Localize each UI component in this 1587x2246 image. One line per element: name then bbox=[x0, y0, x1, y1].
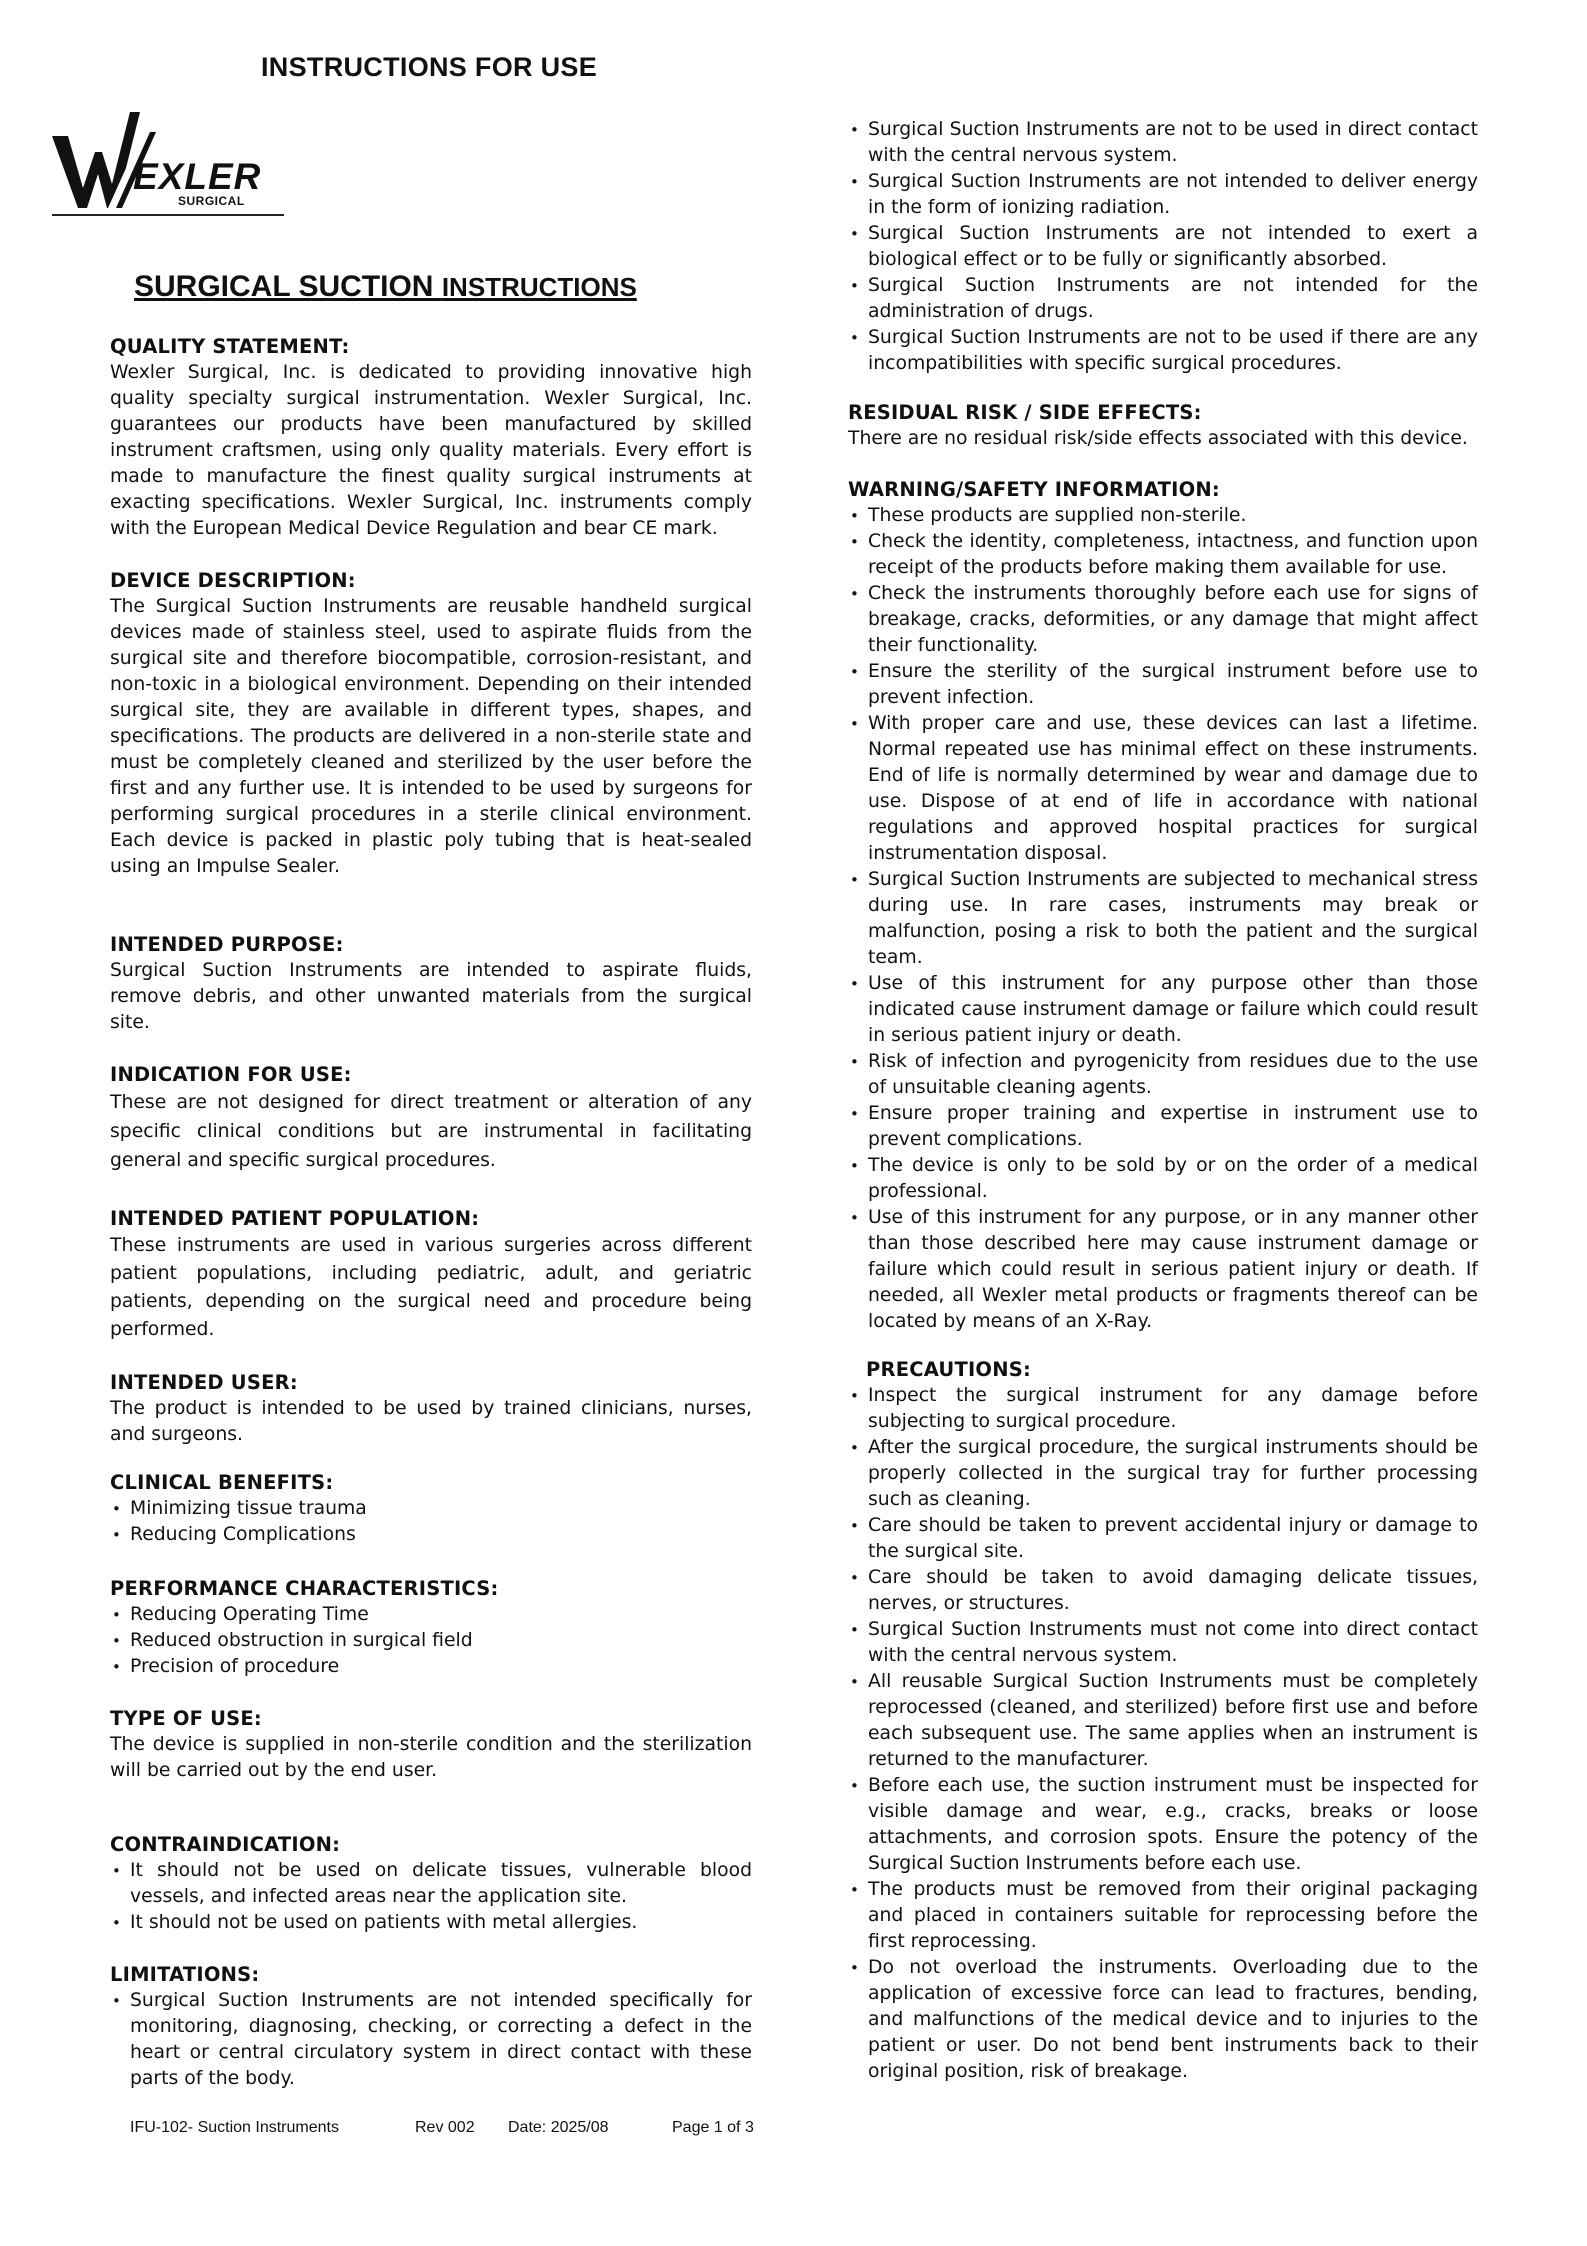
limitations-section bbox=[110, 1962, 752, 2092]
limitations-continued-section bbox=[848, 117, 1478, 377]
section-body: The product is intended to be used by trained clinicians, nurses, and surgeons. bbox=[110, 1398, 752, 1445]
list-item: • Surgical Suction Instruments are not to be used if there are any incompatibilities with specific surgical procedures. bbox=[848, 325, 1478, 377]
footer-doc-id: IFU-102- Suction Instruments bbox=[130, 2119, 339, 2136]
list-item: • With proper care and use, these devices can last a lifetime. Normal repeated use has minimal effect on these instruments. End of life is normally determined by wear and damage due to use. Dispose of at end of life in accordance with national regulations and approved hospital practices for surgical instrumentation disposal. bbox=[848, 711, 1478, 867]
list-item: • Surgical Suction Instruments are not to be used in direct contact with the central nervous system. bbox=[848, 117, 1478, 169]
list-item: • Use of this instrument for any purpose other than those indicated cause instrument damage or failure which could result in serious patient injury or death. bbox=[848, 971, 1478, 1049]
list-item: • These products are supplied non-sterile. bbox=[848, 503, 1478, 529]
page-title bbox=[134, 270, 637, 304]
list-item: • Risk of infection and pyrogenicity from residues due to the use of unsuitable cleaning agents. bbox=[848, 1049, 1478, 1101]
list-item: • Use of this instrument for any purpose, or in any manner other than those described here may cause instrument damage or failure which could result in serious patient injury or death. If needed, all Wexler metal products or fragments thereof can be located by means of an X-Ray. bbox=[848, 1205, 1478, 1335]
section-title: INDICATION FOR USE: bbox=[110, 1063, 352, 1086]
list-item: • Reducing Complications bbox=[110, 1522, 752, 1548]
section-title: INTENDED PURPOSE: bbox=[110, 933, 344, 956]
list-item: • Surgical Suction Instruments are subjected to mechanical stress during use. In rare cases, instruments may break or malfunction, posing a risk to both the patient and the surgical team. bbox=[848, 867, 1478, 971]
section-title: PRECAUTIONS: bbox=[866, 1358, 1031, 1381]
section-title: TYPE OF USE: bbox=[110, 1707, 262, 1730]
list-item: • It should not be used on delicate tissues, vulnerable blood vessels, and infected areas near the application site. bbox=[110, 1858, 752, 1910]
list-item: • Care should be taken to prevent accidental injury or damage to the surgical site. bbox=[848, 1513, 1478, 1565]
list-item: • Precision of procedure bbox=[110, 1654, 752, 1680]
title-main: SURGICAL SUCTION bbox=[134, 270, 434, 303]
section-title: CLINICAL BENEFITS: bbox=[110, 1471, 334, 1494]
list-item: • Ensure proper training and expertise in instrument use to prevent complications. bbox=[848, 1101, 1478, 1153]
list-item: • Inspect the surgical instrument for any damage before subjecting to surgical procedure. bbox=[848, 1383, 1478, 1435]
section-body: Wexler Surgical, Inc. is dedicated to providing innovative high quality specialty surgical instrumentation. Wexler Surgical, Inc. guarantees our products have been manufactured by skilled instrument craftsmen, using only quality materials. Every effort is made to manufacture the finest quality surgical instruments at exacting specifications. Wexler Surgical, Inc. instruments comply with the European Medical Device Regulation and bear CE mark. bbox=[110, 362, 752, 539]
quality-statement-section bbox=[110, 334, 752, 542]
list-item: • After the surgical procedure, the surgical instruments should be properly collected in the surgical tray for further processing such as cleaning. bbox=[848, 1435, 1478, 1513]
list-item: • The device is only to be sold by or on the order of a medical professional. bbox=[848, 1153, 1478, 1205]
indication-for-use-section bbox=[110, 1062, 752, 1175]
type-of-use-section bbox=[110, 1706, 752, 1784]
section-body: The device is supplied in non-sterile condition and the sterilization will be carried out by the end user. bbox=[110, 1734, 752, 1781]
footer-revision: Rev 002 bbox=[415, 2119, 475, 2136]
logo-divider bbox=[52, 214, 284, 216]
bullet-list bbox=[110, 1988, 752, 2092]
intended-purpose-section bbox=[110, 932, 752, 1036]
precautions-section bbox=[848, 1357, 1478, 2085]
warning-safety-section bbox=[848, 477, 1478, 1335]
bullet-list bbox=[110, 1496, 752, 1548]
bullet-list bbox=[848, 1383, 1478, 2085]
footer-page-number: Page 1 of 3 bbox=[672, 2119, 754, 2136]
section-body: Surgical Suction Instruments are intended to aspirate fluids, remove debris, and other unwanted materials from the surgical site. bbox=[110, 960, 752, 1033]
list-item: • The products must be removed from their original packaging and placed in containers suitable for reprocessing before the first reprocessing. bbox=[848, 1877, 1478, 1955]
list-item: • Surgical Suction Instruments are not intended to exert a biological effect or to be fully or significantly absorbed. bbox=[848, 221, 1478, 273]
title-rest: INSTRUCTIONS bbox=[441, 272, 637, 302]
section-title: INTENDED PATIENT POPULATION: bbox=[110, 1207, 480, 1230]
list-item: • Surgical Suction Instruments are not intended to deliver energy in the form of ionizing radiation. bbox=[848, 169, 1478, 221]
clinical-benefits-section bbox=[110, 1470, 752, 1548]
section-title: INTENDED USER: bbox=[110, 1371, 298, 1394]
list-item: • Surgical Suction Instruments are not intended for the administration of drugs. bbox=[848, 273, 1478, 325]
section-title: CONTRAINDICATION: bbox=[110, 1833, 341, 1856]
footer-date: Date: 2025/08 bbox=[508, 2119, 609, 2136]
list-item: • Surgical Suction Instruments are not intended specifically for monitoring, diagnosing, checking, or correcting a defect in the heart or central circulatory system in direct contact with these parts of the body. bbox=[110, 1988, 752, 2092]
list-item: • Ensure the sterility of the surgical instrument before use to prevent infection. bbox=[848, 659, 1478, 711]
section-title: DEVICE DESCRIPTION: bbox=[110, 569, 356, 592]
contraindication-section bbox=[110, 1832, 752, 1936]
list-item: • Minimizing tissue trauma bbox=[110, 1496, 752, 1522]
list-item: • Check the instruments thoroughly before each use for signs of breakage, cracks, deformities, or any damage that might affect their functionality. bbox=[848, 581, 1478, 659]
list-item: • Reducing Operating Time bbox=[110, 1602, 752, 1628]
device-description-section bbox=[110, 568, 752, 880]
section-title: RESIDUAL RISK / SIDE EFFECTS: bbox=[848, 401, 1202, 424]
section-body: These are not designed for direct treatment or alteration of any specific clinical conditions but are instrumental in facilitating general and specific surgical procedures. bbox=[110, 1092, 752, 1171]
wexler-logo bbox=[50, 112, 285, 217]
list-item: • Check the identity, completeness, intactness, and function upon receipt of the products before making them available for use. bbox=[848, 529, 1478, 581]
list-item: • It should not be used on patients with metal allergies. bbox=[110, 1910, 752, 1936]
list-item: • Care should be taken to avoid damaging delicate tissues, nerves, or structures. bbox=[848, 1565, 1478, 1617]
bullet-list bbox=[110, 1858, 752, 1936]
bullet-list bbox=[848, 503, 1478, 1335]
section-title: PERFORMANCE CHARACTERISTICS: bbox=[110, 1577, 499, 1600]
list-item: • Surgical Suction Instruments must not come into direct contact with the central nervous system. bbox=[848, 1617, 1478, 1669]
section-title: QUALITY STATEMENT: bbox=[110, 335, 350, 358]
list-item: • Before each use, the suction instrument must be inspected for visible damage and wear, e.g., cracks, breaks or loose attachments, and corrosion spots. Ensure the potency of the Surgical Suction Instruments before each use. bbox=[848, 1773, 1478, 1877]
bullet-list bbox=[848, 117, 1478, 377]
performance-characteristics-section bbox=[110, 1576, 752, 1680]
section-body: These instruments are used in various surgeries across different patient populations, including pediatric, adult, and geriatric patients, depending on the surgical need and procedure being performed. bbox=[110, 1235, 752, 1340]
section-body: The Surgical Suction Instruments are reusable handheld surgical devices made of stainless steel, used to aspirate fluids from the surgical site and therefore biocompatible, corrosion-resistant, and non-toxic in a biological environment. Depending on their intended surgical site, they are available in different types, shapes, and specifications. The products are delivered in a non-sterile state and must be completely cleaned and sterilized by the user before the first and any further use. It is intended to be used by surgeons for performing surgical procedures in a sterile clinical environment. Each device is packed in plastic poly tubing that is heat-sealed using an Impulse Sealer. bbox=[110, 596, 752, 877]
intended-user-section bbox=[110, 1370, 752, 1448]
list-item: • Do not overload the instruments. Overloading due to the application of excessive force can lead to fractures, bending, and malfunctions of the medical device and to injuries to the patient or user. Do not bend bent instruments back to their original position, risk of breakage. bbox=[848, 1955, 1478, 2085]
logo-brand-text: EXLER bbox=[133, 156, 262, 197]
intended-patient-population-section bbox=[110, 1206, 752, 1344]
residual-risk-section bbox=[848, 400, 1478, 452]
section-title: LIMITATIONS: bbox=[110, 1963, 260, 1986]
section-title: WARNING/SAFETY INFORMATION: bbox=[848, 478, 1220, 501]
bullet-list bbox=[110, 1602, 752, 1680]
logo-sub-text: SURGICAL bbox=[178, 194, 245, 208]
document-header: INSTRUCTIONS FOR USE bbox=[261, 52, 598, 82]
section-body: There are no residual risk/side effects associated with this device. bbox=[848, 428, 1468, 449]
list-item: • Reduced obstruction in surgical field bbox=[110, 1628, 752, 1654]
list-item: • All reusable Surgical Suction Instruments must be completely reprocessed (cleaned, and sterilized) before first use and before each subsequent use. The same applies when an instrument is returned to the manufacturer. bbox=[848, 1669, 1478, 1773]
